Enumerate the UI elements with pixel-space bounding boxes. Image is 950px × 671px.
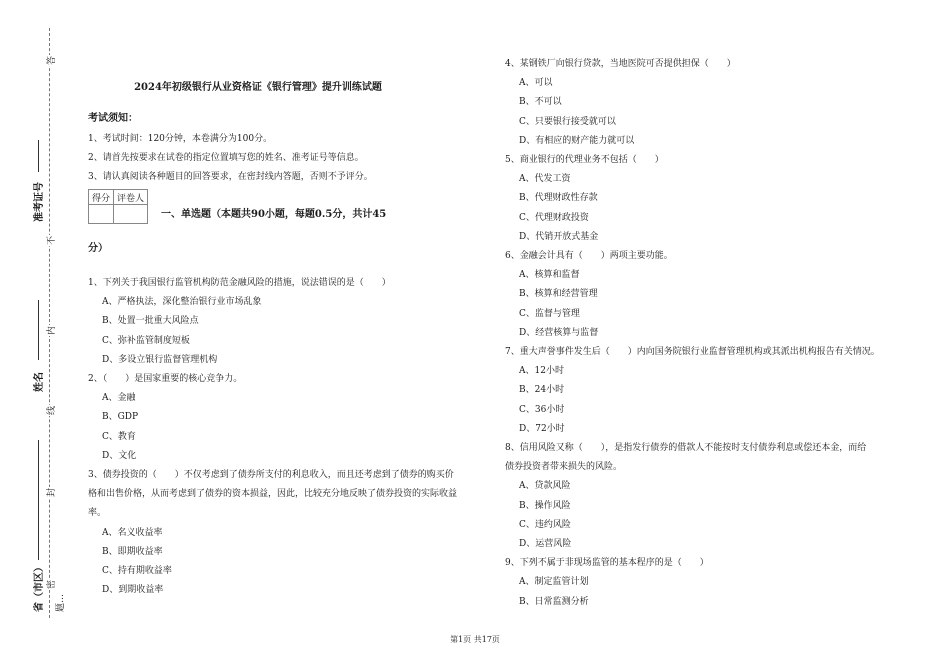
binding-margin bbox=[0, 0, 70, 671]
question-option: D、文化 bbox=[102, 450, 137, 461]
question-option: B、操作风险 bbox=[519, 500, 571, 511]
grader-cell[interactable] bbox=[114, 205, 148, 224]
question-option: B、即期收益率 bbox=[102, 546, 163, 557]
seal-char-bu: 不 bbox=[44, 235, 57, 246]
question-stem-line: 债券投资者带来损失的风险。 bbox=[505, 462, 623, 473]
question-option: C、36小时 bbox=[519, 404, 565, 415]
question-option: D、72小时 bbox=[519, 423, 565, 434]
question-stem: 6、金融会计具有（ ）两项主要功能。 bbox=[505, 251, 673, 262]
seal-char-da: 答 bbox=[44, 55, 57, 66]
question-option: A、名义收益率 bbox=[102, 527, 163, 538]
question-option: B、24小时 bbox=[519, 385, 565, 396]
question-9 bbox=[505, 554, 910, 612]
question-option: A、核算和监督 bbox=[519, 270, 580, 281]
question-option: A、可以 bbox=[519, 78, 553, 89]
question-option: C、只要银行接受就可以 bbox=[519, 116, 616, 127]
question-list-left bbox=[88, 274, 483, 600]
question-stem-line: 格和出售价格，从而考虑到了债券的资本损益，因此，比较充分地反映了债券投资的实际收益 bbox=[88, 489, 458, 500]
score-row bbox=[88, 189, 483, 231]
question-option: B、处置一批重大风险点 bbox=[102, 316, 199, 327]
question-option: A、严格执法，深化整治银行业市场乱象 bbox=[102, 297, 262, 308]
seal-char-mi: 密 bbox=[44, 579, 57, 590]
question-option: A、贷款风险 bbox=[519, 481, 571, 492]
question-6 bbox=[505, 247, 910, 343]
page-footer: 第1页 共17页 bbox=[450, 635, 500, 644]
question-option: D、运营风险 bbox=[519, 539, 572, 550]
zkzh-label: 准考证号 bbox=[34, 182, 45, 222]
question-option: D、有相应的财产能力就可以 bbox=[519, 135, 635, 146]
question-option: D、到期收益率 bbox=[102, 585, 164, 596]
question-stem: 5、商业银行的代理业务不包括（ ） bbox=[505, 155, 664, 166]
question-3 bbox=[88, 466, 483, 600]
question-option: B、核算和经营管理 bbox=[519, 289, 598, 300]
grader-header: 评卷人 bbox=[114, 190, 148, 205]
section-heading-tail: 分） bbox=[88, 243, 108, 254]
question-option: D、多设立银行监督管理机构 bbox=[102, 354, 218, 365]
question-option: B、不可以 bbox=[519, 97, 562, 108]
question-option: C、教育 bbox=[102, 431, 136, 442]
question-stem: 7、重大声誉事件发生后（ ）内向国务院银行业监督管理机构或其派出机构报告有关情况。 bbox=[505, 347, 880, 358]
right-column bbox=[505, 55, 910, 612]
question-option: D、代销开放式基金 bbox=[519, 231, 599, 242]
question-4 bbox=[505, 55, 910, 151]
province-label: 省（市区） bbox=[34, 562, 45, 612]
score-header: 得分 bbox=[89, 190, 114, 205]
question-5 bbox=[505, 151, 910, 247]
question-stem: 2、（ ）是国家重要的核心竞争力。 bbox=[88, 374, 243, 385]
seal-dots: 题… bbox=[56, 593, 66, 612]
question-option: C、持有期收益率 bbox=[102, 566, 172, 577]
question-option: B、代理财政性存款 bbox=[519, 193, 598, 204]
seal-char-nei: 内 bbox=[44, 325, 57, 336]
question-option: A、制定监管计划 bbox=[519, 577, 589, 588]
question-option: A、金融 bbox=[102, 393, 136, 404]
question-stem-line: 8、信用风险又称（ ），是指发行债券的借款人不能按时支付债券利息或偿还本金，而给 bbox=[505, 443, 867, 454]
question-option: C、违约风险 bbox=[519, 519, 571, 530]
question-stem: 9、下列不属于非现场监管的基本程序的是（ ） bbox=[505, 558, 709, 569]
question-option: A、12小时 bbox=[519, 366, 564, 377]
seal-char-xian: 线 bbox=[44, 405, 57, 416]
seal-char-feng: 封 bbox=[44, 487, 57, 498]
question-option: C、弥补监管制度短板 bbox=[102, 335, 190, 346]
score-table bbox=[88, 189, 148, 224]
name-fill-line-bottom bbox=[38, 440, 39, 560]
question-option: C、监督与管理 bbox=[519, 308, 580, 319]
name-fill-line-top bbox=[38, 300, 39, 360]
notice-item: 2、请首先按要求在试卷的指定位置填写您的姓名、准考证号等信息。 bbox=[88, 153, 364, 163]
notice-item: 1、考试时间：120分钟，本卷满分为100分。 bbox=[88, 134, 273, 144]
question-stem: 4、某钢铁厂向银行贷款，当地医院可否提供担保（ ） bbox=[505, 59, 736, 69]
question-7 bbox=[505, 343, 910, 439]
zkzh-fill-line bbox=[38, 140, 39, 172]
paper-title: 2024年初级银行从业资格证《银行管理》提升训练试题 bbox=[134, 82, 382, 93]
seal-dashed-line bbox=[49, 28, 50, 618]
notice-item: 3、请认真阅读各种题目的回答要求，在密封线内答题，否则不予评分。 bbox=[88, 172, 373, 182]
question-stem-line: 率。 bbox=[88, 508, 107, 519]
name-label: 姓名 bbox=[34, 372, 45, 392]
question-option: C、代理财政投资 bbox=[519, 212, 589, 223]
question-option: D、经营核算与监督 bbox=[519, 327, 599, 338]
question-2 bbox=[88, 370, 483, 466]
question-option: A、代发工资 bbox=[519, 174, 571, 185]
left-column bbox=[88, 70, 483, 600]
section-heading: 一、单选题（本题共90小题，每题0.5分，共计45 bbox=[161, 209, 387, 220]
notice-title: 考试须知： bbox=[88, 113, 138, 124]
question-stem-line: 3、债券投资的（ ）不仅考虑到了债券所支付的利息收入，而且还考虑到了债券的购买价 bbox=[88, 470, 454, 481]
question-option: B、GDP bbox=[102, 412, 139, 423]
question-8 bbox=[505, 439, 910, 554]
score-cell[interactable] bbox=[89, 205, 114, 224]
question-1 bbox=[88, 274, 483, 370]
question-stem: 1、下列关于我国银行监管机构防范金融风险的措施，说法错误的是（ ） bbox=[88, 278, 391, 288]
question-option: B、日常监测分析 bbox=[519, 596, 589, 607]
